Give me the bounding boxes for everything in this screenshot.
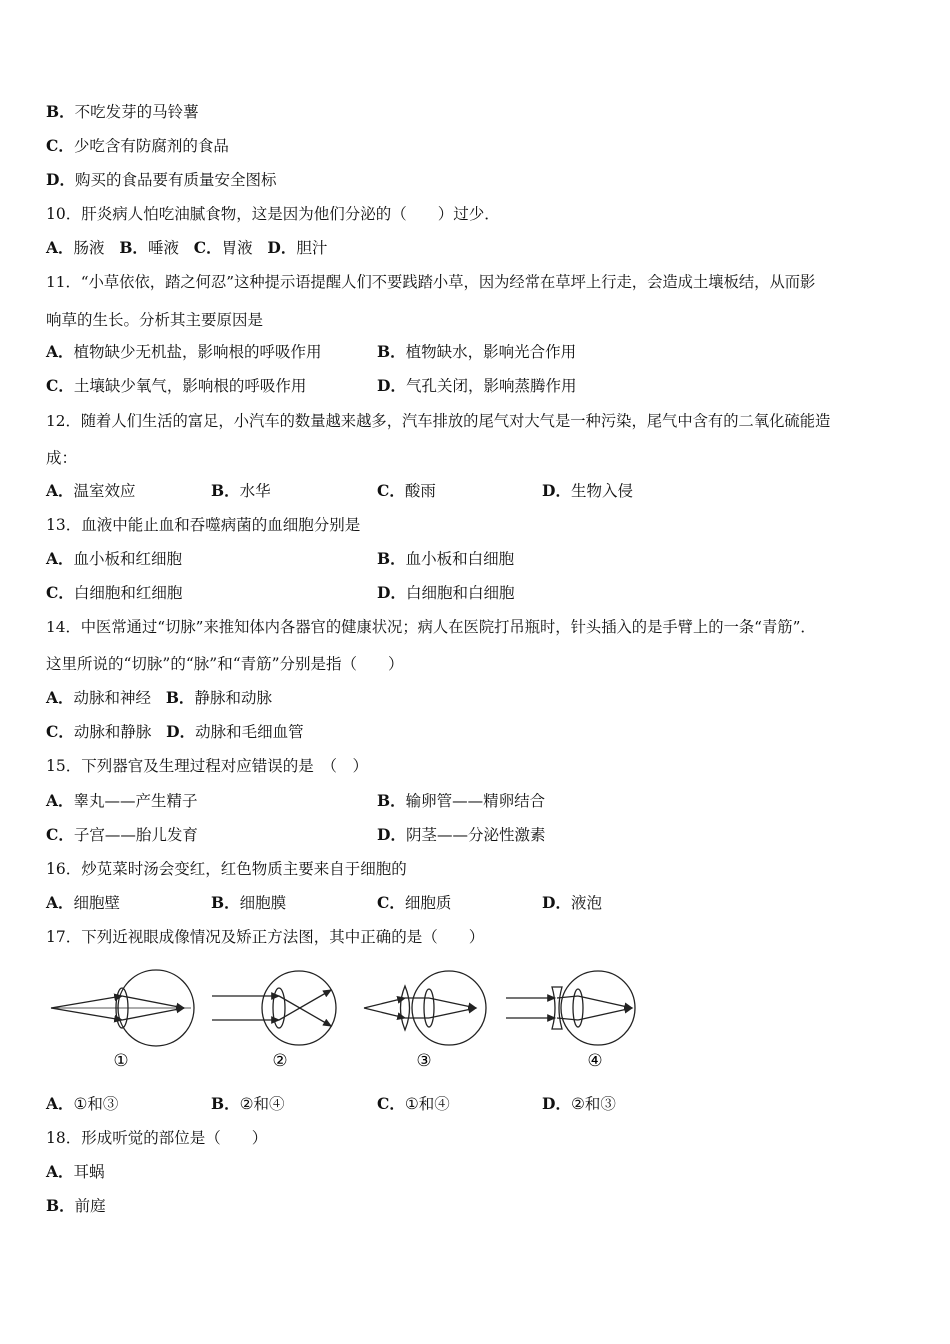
- q11-option-d: D．气孔关闭，影响蒸腾作用: [377, 376, 577, 395]
- q14-stem-line2: 这里所说的“切脉”的“脉”和“青筋”分别是指（ ）: [46, 655, 404, 673]
- q14-stem-line1: 14．中医常通过“切脉”来推知体内各器官的健康状况；病人在医院打吊瓶时，针头插入的是手臂上的一条“青筋”．: [46, 618, 816, 636]
- q18-option-a: A．耳蜗: [46, 1162, 105, 1181]
- q11-stem-line1: 11．“小草依依，踏之何忍”这种提示语提醒人们不要践踏小草，因为经常在草坪上行走，会造成土壤板结，从而影: [46, 273, 816, 291]
- q17-option-c: C．①和④: [377, 1094, 450, 1113]
- q10-stem: 10．肝炎病人怕吃油腻食物，这是因为他们分泌的（ ）过少．: [46, 205, 500, 223]
- eye-diagram-1: [51, 970, 194, 1046]
- q17-stem: 17．下列近视眼成像情况及矫正方法图，其中正确的是（ ）: [46, 928, 485, 946]
- q16-stem: 16．炒苋菜时汤会变红，红色物质主要来自于细胞的: [46, 860, 407, 878]
- q18-stem: 18．形成听觉的部位是（ ）: [46, 1129, 268, 1147]
- q15-option-d: D．阴茎——分泌性激素: [377, 825, 546, 844]
- prev-option-d: D．购买的食品要有质量安全图标: [46, 170, 277, 189]
- eye-diagram-figure: [46, 962, 646, 1080]
- eye-diagram-2: [212, 971, 336, 1045]
- figure-label-4: ④: [587, 1051, 603, 1071]
- figure-label-1: ①: [113, 1051, 129, 1071]
- q11-option-b: B．植物缺水，影响光合作用: [377, 342, 577, 361]
- q12-stem-line1: 12．随着人们生活的富足，小汽车的数量越来越多，汽车排放的尾气对大气是一种污染，尾气中含有的二氧化硫能造: [46, 412, 831, 430]
- prev-option-c: C．少吃含有防腐剂的食品: [46, 136, 229, 155]
- q13-option-a: A．血小板和红细胞: [46, 549, 183, 568]
- figure-label-2: ②: [272, 1051, 288, 1071]
- q17-option-b: B．②和④: [211, 1094, 285, 1113]
- eye-diagram-3: [364, 971, 486, 1045]
- q11-option-c: C．土壤缺少氧气，影响根的呼吸作用: [46, 376, 307, 395]
- q11-option-a: A．植物缺少无机盐，影响根的呼吸作用: [46, 342, 322, 361]
- q15-option-c: C．子宫——胎儿发育: [46, 825, 198, 844]
- q16-option-a: A．细胞壁: [46, 893, 121, 912]
- q13-stem: 13．血液中能止血和吞噬病菌的血细胞分别是: [46, 516, 361, 534]
- q15-stem: 15．下列器官及生理过程对应错误的是 （ ）: [46, 757, 368, 775]
- q14-options-row1: A．动脉和神经 B．静脉和动脉: [46, 688, 272, 707]
- q12-option-c: C．酸雨: [377, 481, 436, 500]
- figure-label-3: ③: [416, 1051, 432, 1071]
- q11-stem-line2: 响草的生长。分析其主要原因是: [46, 311, 264, 329]
- q13-option-d: D．白细胞和白细胞: [377, 583, 515, 602]
- q12-option-b: B．水华: [211, 481, 271, 500]
- q12-option-a: A．温室效应: [46, 481, 136, 500]
- q15-option-b: B．输卵管——精卵结合: [377, 791, 546, 810]
- q12-option-d: D．生物入侵: [542, 481, 633, 500]
- q14-options-row2: C．动脉和静脉 D．动脉和毛细血管: [46, 722, 304, 741]
- eye-diagram-4: [506, 971, 635, 1045]
- q16-option-c: C．细胞质: [377, 893, 452, 912]
- prev-option-b: B．不吃发芽的马铃薯: [46, 102, 199, 121]
- q12-stem-line2: 成：: [46, 449, 78, 467]
- q13-option-c: C．白细胞和红细胞: [46, 583, 183, 602]
- q17-option-d: D．②和③: [542, 1094, 616, 1113]
- q15-option-a: A．睾丸——产生精子: [46, 791, 198, 810]
- q10-options: A．肠液 B．唾液 C．胃液 D．胆汁: [46, 238, 328, 257]
- q18-option-b: B．前庭: [46, 1196, 106, 1215]
- q16-option-b: B．细胞膜: [211, 893, 287, 912]
- q17-option-a: A．①和③: [46, 1094, 119, 1113]
- q13-option-b: B．血小板和白细胞: [377, 549, 515, 568]
- q16-option-d: D．液泡: [542, 893, 602, 912]
